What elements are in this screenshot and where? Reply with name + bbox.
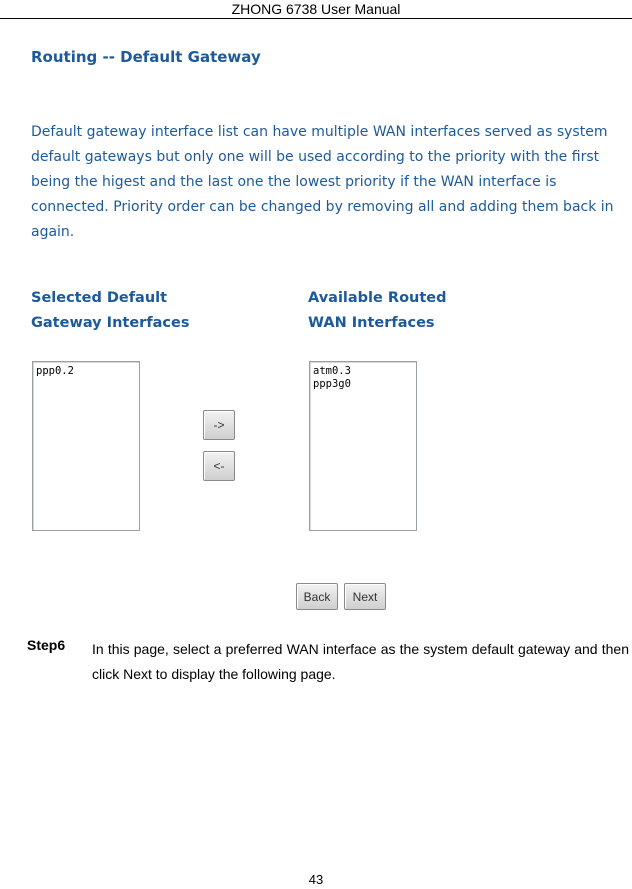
available-interfaces-listbox[interactable] — [309, 361, 417, 531]
selected-interfaces-listbox[interactable] — [32, 361, 140, 531]
selected-interfaces-heading — [31, 286, 189, 336]
selected-heading-line1: Selected Default — [31, 290, 168, 306]
move-left-button[interactable]: <- — [203, 451, 235, 481]
page-number: 43 — [308, 872, 324, 887]
next-button[interactable]: Next — [344, 583, 386, 610]
available-heading-line1: Available Routed — [308, 290, 447, 306]
description-text: Default gateway interface list can have multiple WAN interfaces served as system default gateways but only one will be used according to the priority with the first being the higest and the last one the lowest priority if the WAN interface is connected. Priority order can be changed by removing all and adding them back in again. — [31, 124, 614, 240]
step-instruction: In this page, select a preferred WAN interface as the system default gateway and then click Next to display the following page. — [92, 641, 629, 682]
step-label: Step6 — [27, 637, 66, 653]
selected-option-ppp0-2[interactable]: ppp0.2 — [36, 365, 74, 377]
back-button[interactable]: Back — [296, 583, 338, 610]
available-interfaces-heading — [308, 286, 447, 336]
selected-heading-line2: Gateway Interfaces — [31, 315, 190, 331]
move-right-button[interactable]: -> — [203, 410, 235, 440]
running-header: ZHONG 6738 User Manual — [0, 0, 632, 19]
available-heading-line2: WAN Interfaces — [308, 315, 435, 331]
available-option-ppp3g0[interactable]: ppp3g0 — [313, 378, 351, 390]
available-option-atm0-3[interactable]: atm0.3 — [313, 365, 351, 377]
page-title: Routing -- Default Gateway — [31, 48, 261, 66]
